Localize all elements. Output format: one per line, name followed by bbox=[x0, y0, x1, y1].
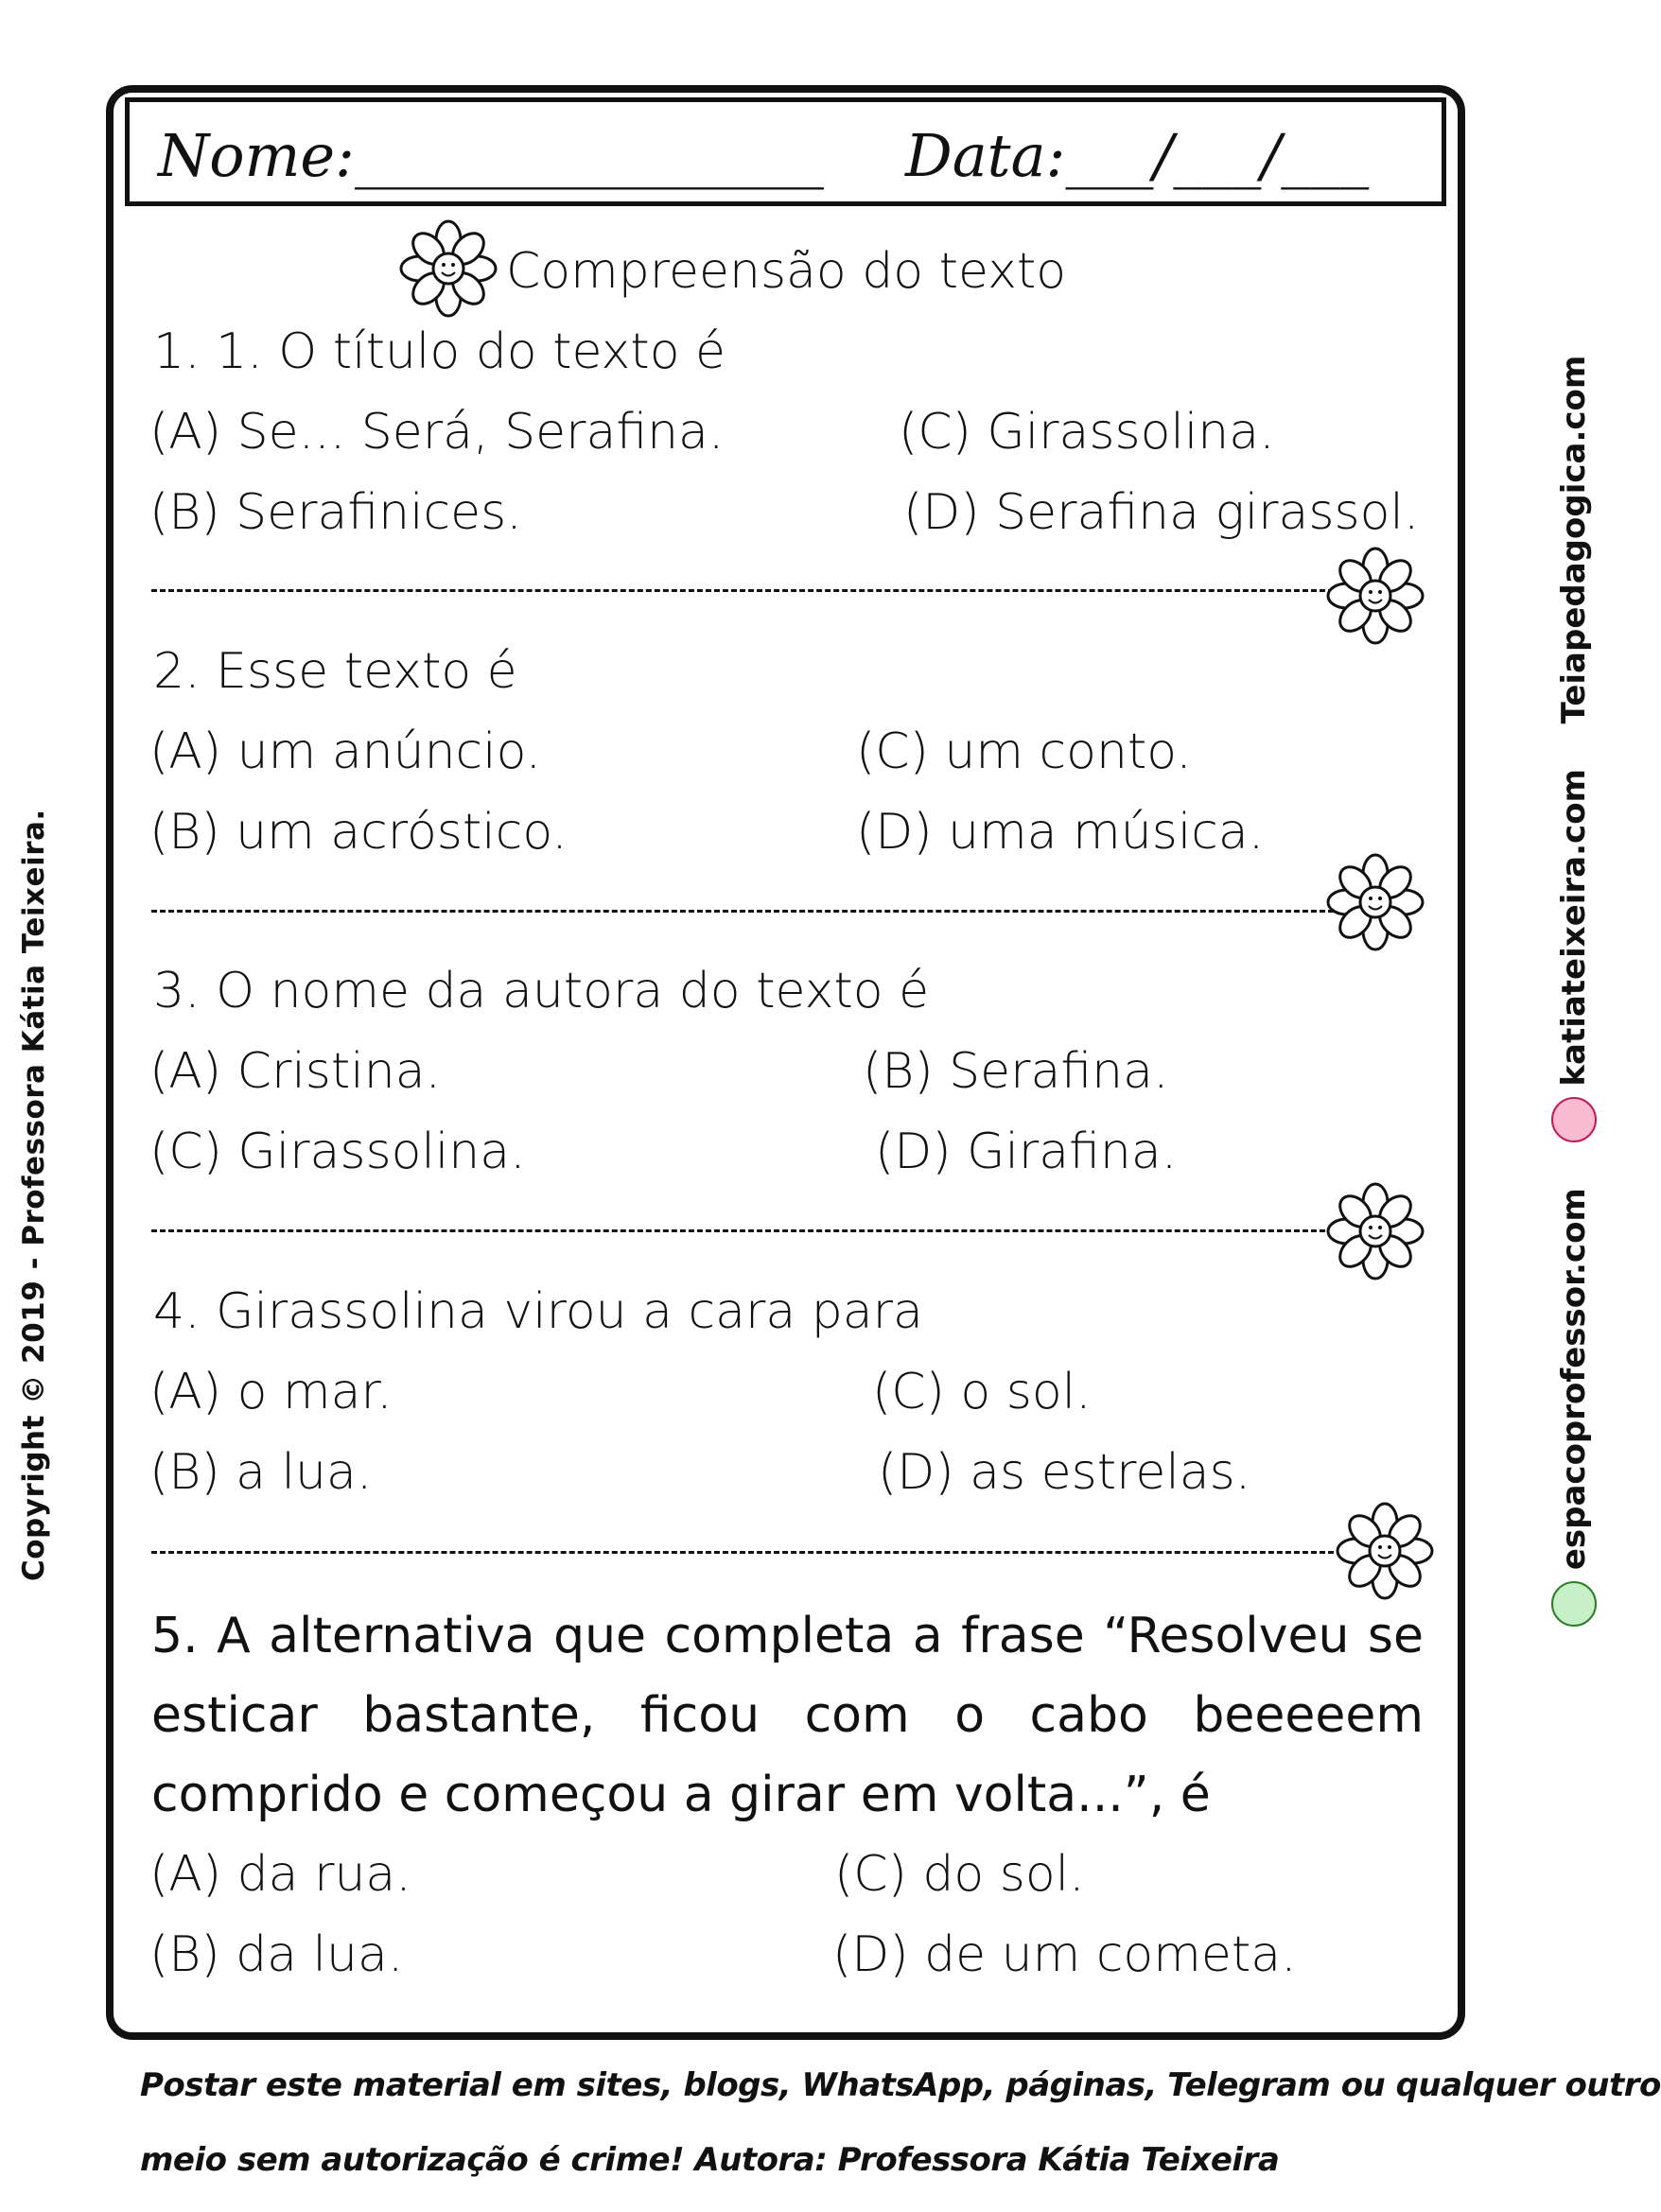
question-4-option-c: (C) o sol. bbox=[872, 1364, 1092, 1420]
question-1-option-c: (C) Girassolina. bbox=[899, 404, 1275, 461]
question-3-option-d: (D) Girafina. bbox=[875, 1123, 1178, 1180]
separator-line bbox=[151, 1229, 1334, 1232]
espaco-professor-logo-icon bbox=[1551, 1581, 1597, 1627]
date-field-label: Data:___/___/___ bbox=[905, 121, 1370, 190]
question-2-option-c: (C) um conto. bbox=[856, 723, 1192, 780]
separator-line bbox=[151, 589, 1334, 592]
question-4-option-d: (D) as estrelas. bbox=[878, 1444, 1251, 1501]
question-2-option-d: (D) uma música. bbox=[856, 804, 1265, 861]
site-espacoprofessor[interactable]: espacoprofessor.com bbox=[1555, 1188, 1593, 1571]
question-1-option-d: (D) Serafina girassol. bbox=[903, 484, 1420, 541]
question-3-option-c: (C) Girassolina. bbox=[149, 1123, 526, 1180]
question-2-prompt: 2. Esse texto é bbox=[153, 643, 517, 700]
question-5-option-b: (B) da lua. bbox=[149, 1926, 404, 1983]
question-5-prompt: 5. A alternativa que completa a frase “Resolveu se esticar bastante, ficou com o cabo beeeeem comprido e começou a girar em volta...”, é bbox=[151, 1608, 1424, 1823]
question-2-option-b: (B) um acróstico. bbox=[149, 804, 568, 861]
katia-teixeira-logo-icon bbox=[1551, 1097, 1597, 1142]
question-3-option-b: (B) Serafina. bbox=[863, 1043, 1169, 1100]
website-credits bbox=[1551, 356, 1597, 1627]
flower-icon bbox=[397, 219, 499, 318]
flower-icon bbox=[1334, 1502, 1436, 1600]
question-5-option-a: (A) da rua. bbox=[149, 1846, 411, 1903]
question-2-option-a: (A) um anúncio. bbox=[149, 723, 542, 780]
page-title: Compreensão do texto bbox=[506, 243, 1067, 300]
flower-icon bbox=[1324, 853, 1426, 951]
separator-line bbox=[151, 910, 1334, 913]
name-field-label: Nome:________________ bbox=[158, 121, 824, 190]
question-3-option-a: (A) Cristina. bbox=[149, 1043, 442, 1100]
name-date-header bbox=[125, 97, 1446, 206]
question-5-option-c: (C) do sol. bbox=[834, 1846, 1085, 1903]
question-1-option-a: (A) Se... Será, Serafina. bbox=[149, 404, 725, 461]
footer-warning-line-2: meio sem autorização é crime! Autora: Professora Kátia Teixeira bbox=[140, 2141, 1280, 2179]
question-1-option-b: (B) Serafinices. bbox=[149, 484, 522, 541]
question-3-prompt: 3. O nome da autora do texto é bbox=[153, 963, 930, 1019]
site-teiapedagogica[interactable]: Teiapedagogica.com bbox=[1555, 355, 1593, 724]
question-4-prompt: 4. Girassolina virou a cara para bbox=[153, 1283, 923, 1340]
copyright-notice: Copyright © 2019 - Professora Kátia Teixeira. bbox=[17, 809, 51, 1581]
flower-icon bbox=[1324, 547, 1426, 645]
separator-line bbox=[151, 1551, 1334, 1554]
question-4-option-b: (B) a lua. bbox=[149, 1444, 373, 1501]
question-1-prompt: 1. 1. O título do texto é bbox=[153, 323, 726, 380]
site-katiateixeira[interactable]: katiateixeira.com bbox=[1555, 769, 1593, 1087]
question-5-option-d: (D) de um cometa. bbox=[832, 1926, 1297, 1983]
footer-warning-line-1: Postar este material em sites, blogs, WhatsApp, páginas, Telegram ou qualquer outro bbox=[140, 2066, 1661, 2104]
flower-icon bbox=[1324, 1182, 1426, 1280]
question-4-option-a: (A) o mar. bbox=[149, 1364, 393, 1420]
